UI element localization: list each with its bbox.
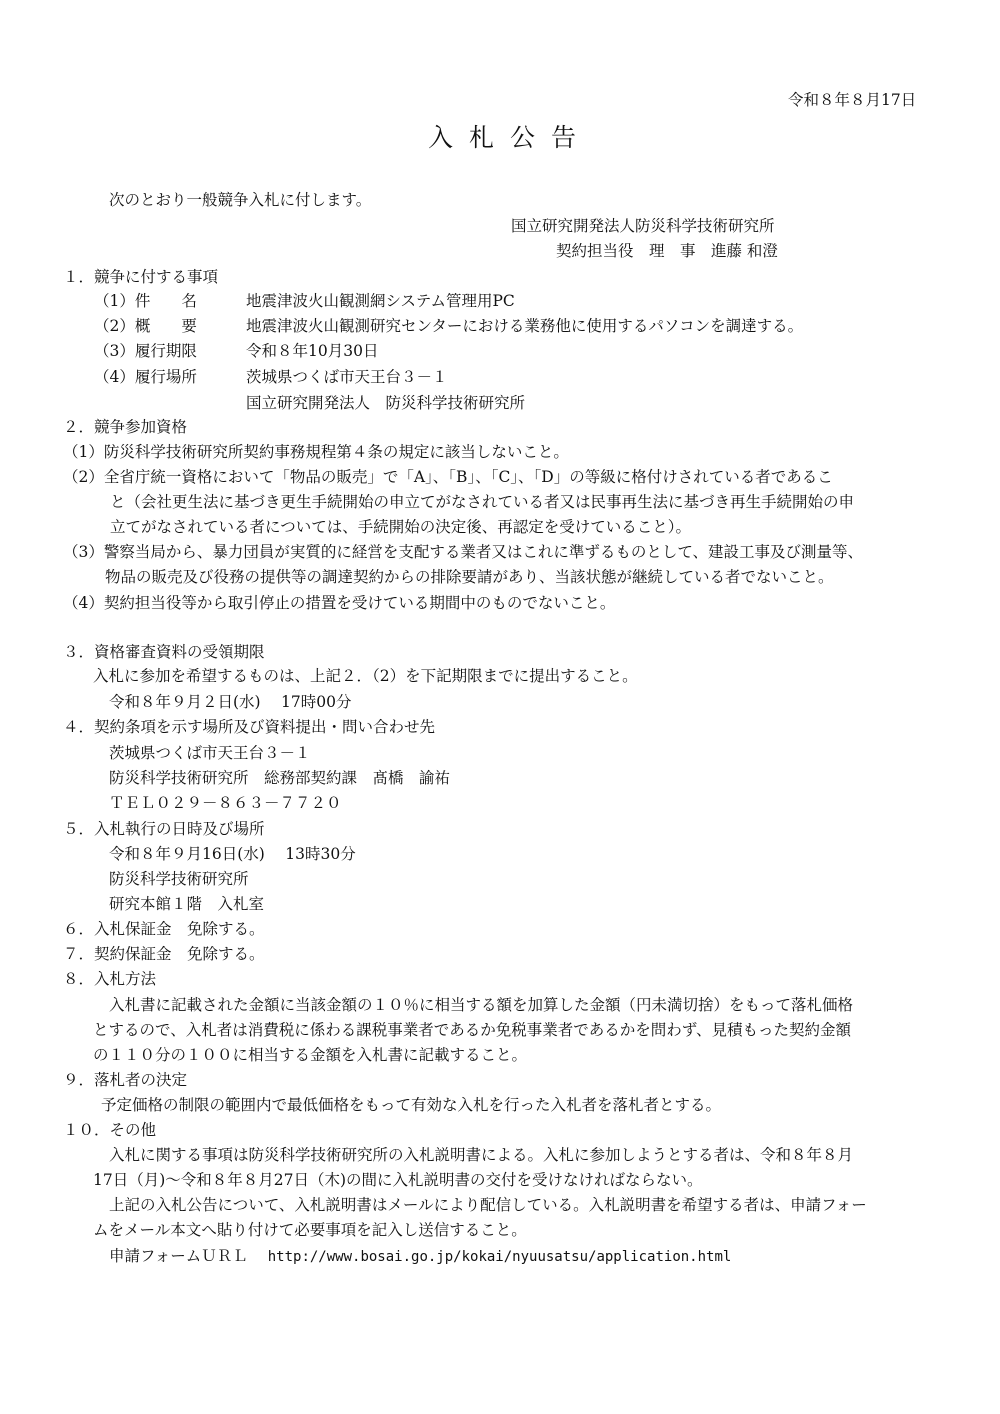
s10-form-label: 申請フォームＵＲＬ bbox=[109, 1247, 248, 1265]
s1-item-value: 地震津波火山観測網システム管理用PC bbox=[246, 292, 515, 310]
s10-line: ムをメール本文へ貼り付けて必要事項を記入し送信すること。 bbox=[93, 1221, 527, 1239]
document-date: 令和８年８月17日 bbox=[788, 91, 917, 109]
s5-datetime: 令和８年９月16日(水) 13時30分 bbox=[109, 845, 356, 863]
s2-line: （1）防災科学技術研究所契約事務規程第４条の規定に該当しないこと。 bbox=[63, 443, 569, 461]
s1-item-value: 茨城県つくば市天王台３－１ bbox=[246, 368, 448, 386]
s2-line: （3）警察当局から、暴力団員が実質的に経営を支配する業者又はこれに準ずるものとして、建設工事及び測量等、 bbox=[63, 543, 864, 561]
issuer-organization: 国立研究開発法人防災科学技術研究所 bbox=[511, 217, 775, 235]
s8-line: の１１０分の１００に相当する金額を入札書に記載すること。 bbox=[93, 1046, 528, 1064]
s4-address: 茨城県つくば市天王台３－１ bbox=[109, 744, 311, 762]
issuer-officer: 契約担当役 理 事 進藤 和澄 bbox=[556, 242, 778, 260]
s1-item-label: （4）履行場所 bbox=[94, 368, 197, 386]
section-3-heading: ３．資格審査資料の受領期限 bbox=[63, 643, 265, 661]
s4-tel: ＴＥＬ０２９－８６３－７７２０ bbox=[109, 794, 342, 812]
s2-line: 物品の販売及び役務の提供等の調達契約からの排除要請があり、当該状態が継続している者でないこと。 bbox=[105, 568, 834, 586]
s2-line: （4）契約担当役等から取引停止の措置を受けている期間中のものでないこと。 bbox=[63, 594, 616, 612]
s1-item-label: （2）概 要 bbox=[94, 317, 197, 335]
section-2-heading: ２．競争参加資格 bbox=[63, 418, 188, 436]
section-4-heading: ４．契約条項を示す場所及び資料提出・問い合わせ先 bbox=[63, 718, 436, 736]
s1-item-label: （3）履行期限 bbox=[94, 342, 197, 360]
section-1-heading: １．競争に付する事項 bbox=[63, 268, 219, 286]
s10-form-row bbox=[109, 1245, 731, 1268]
s8-line: 入札書に記載された金額に当該金額の１０％に相当する額を加算した金額（円未満切捨）をもって落札価格 bbox=[109, 996, 854, 1014]
section-9-heading: ９．落札者の決定 bbox=[63, 1071, 188, 1089]
section-7-text: ７．契約保証金 免除する。 bbox=[63, 945, 265, 963]
section-5-heading: ５．入札執行の日時及び場所 bbox=[63, 820, 265, 838]
s1-item-value: 令和８年10月30日 bbox=[246, 342, 379, 360]
s1-place-line2: 国立研究開発法人 防災科学技術研究所 bbox=[246, 394, 526, 412]
s2-line: と（会社更生法に基づき更生手続開始の申立てがなされている者又は民事再生法に基づき再生手続開始の申 bbox=[110, 493, 855, 511]
s10-line: 上記の入札公告について、入札説明書はメールにより配信している。入札説明書を希望する者は、申請フォー bbox=[109, 1196, 867, 1214]
s8-line: とするので、入札者は消費税に係わる課税事業者であるか免税事業者であるかを問わず、見積もった契約金額 bbox=[93, 1021, 851, 1039]
s2-line: （2）全省庁統一資格において「物品の販売」で「A」、「B」、「C」、「D」の等級に格付けされている者であるこ bbox=[63, 468, 833, 486]
s3-line1: 入札に参加を希望するものは、上記２．（2）を下記期限までに提出すること。 bbox=[93, 667, 638, 685]
s4-contact: 防災科学技術研究所 総務部契約課 髙橋 諭祐 bbox=[109, 769, 451, 787]
s1-item-value: 地震津波火山観測研究センターにおける業務他に使用するパソコンを調達する。 bbox=[246, 317, 804, 335]
s5-place1: 防災科学技術研究所 bbox=[109, 870, 249, 888]
s10-line: 17日（月)～令和８年８月27日（木)の間に入札説明書の交付を受けなければならない。 bbox=[93, 1171, 703, 1189]
s10-line: 入札に関する事項は防災科学技術研究所の入札説明書による。入札に参加しようとする者は、令和８年８月 bbox=[109, 1146, 854, 1164]
s2-line: 立てがなされている者については、手続開始の決定後、再認定を受けていること）。 bbox=[110, 518, 691, 536]
intro-text: 次のとおり一般競争入札に付します。 bbox=[109, 191, 372, 209]
s3-deadline: 令和８年９月２日(水) 17時00分 bbox=[109, 693, 352, 711]
s9-line: 予定価格の制限の範囲内で最低価格をもって有効な入札を行った入札者を落札者とする。 bbox=[101, 1096, 722, 1114]
s1-item-label: （1）件 名 bbox=[94, 292, 197, 310]
document-title: 入札公告 bbox=[428, 123, 593, 152]
section-10-heading: １０．その他 bbox=[63, 1121, 157, 1139]
section-6-text: ６．入札保証金 免除する。 bbox=[63, 920, 265, 938]
section-8-heading: ８．入札方法 bbox=[63, 970, 157, 988]
s5-place2: 研究本館１階 入札室 bbox=[109, 895, 265, 913]
application-form-url[interactable]: http://www.bosai.go.jp/kokai/nyuusatsu/application.html bbox=[267, 1249, 732, 1265]
